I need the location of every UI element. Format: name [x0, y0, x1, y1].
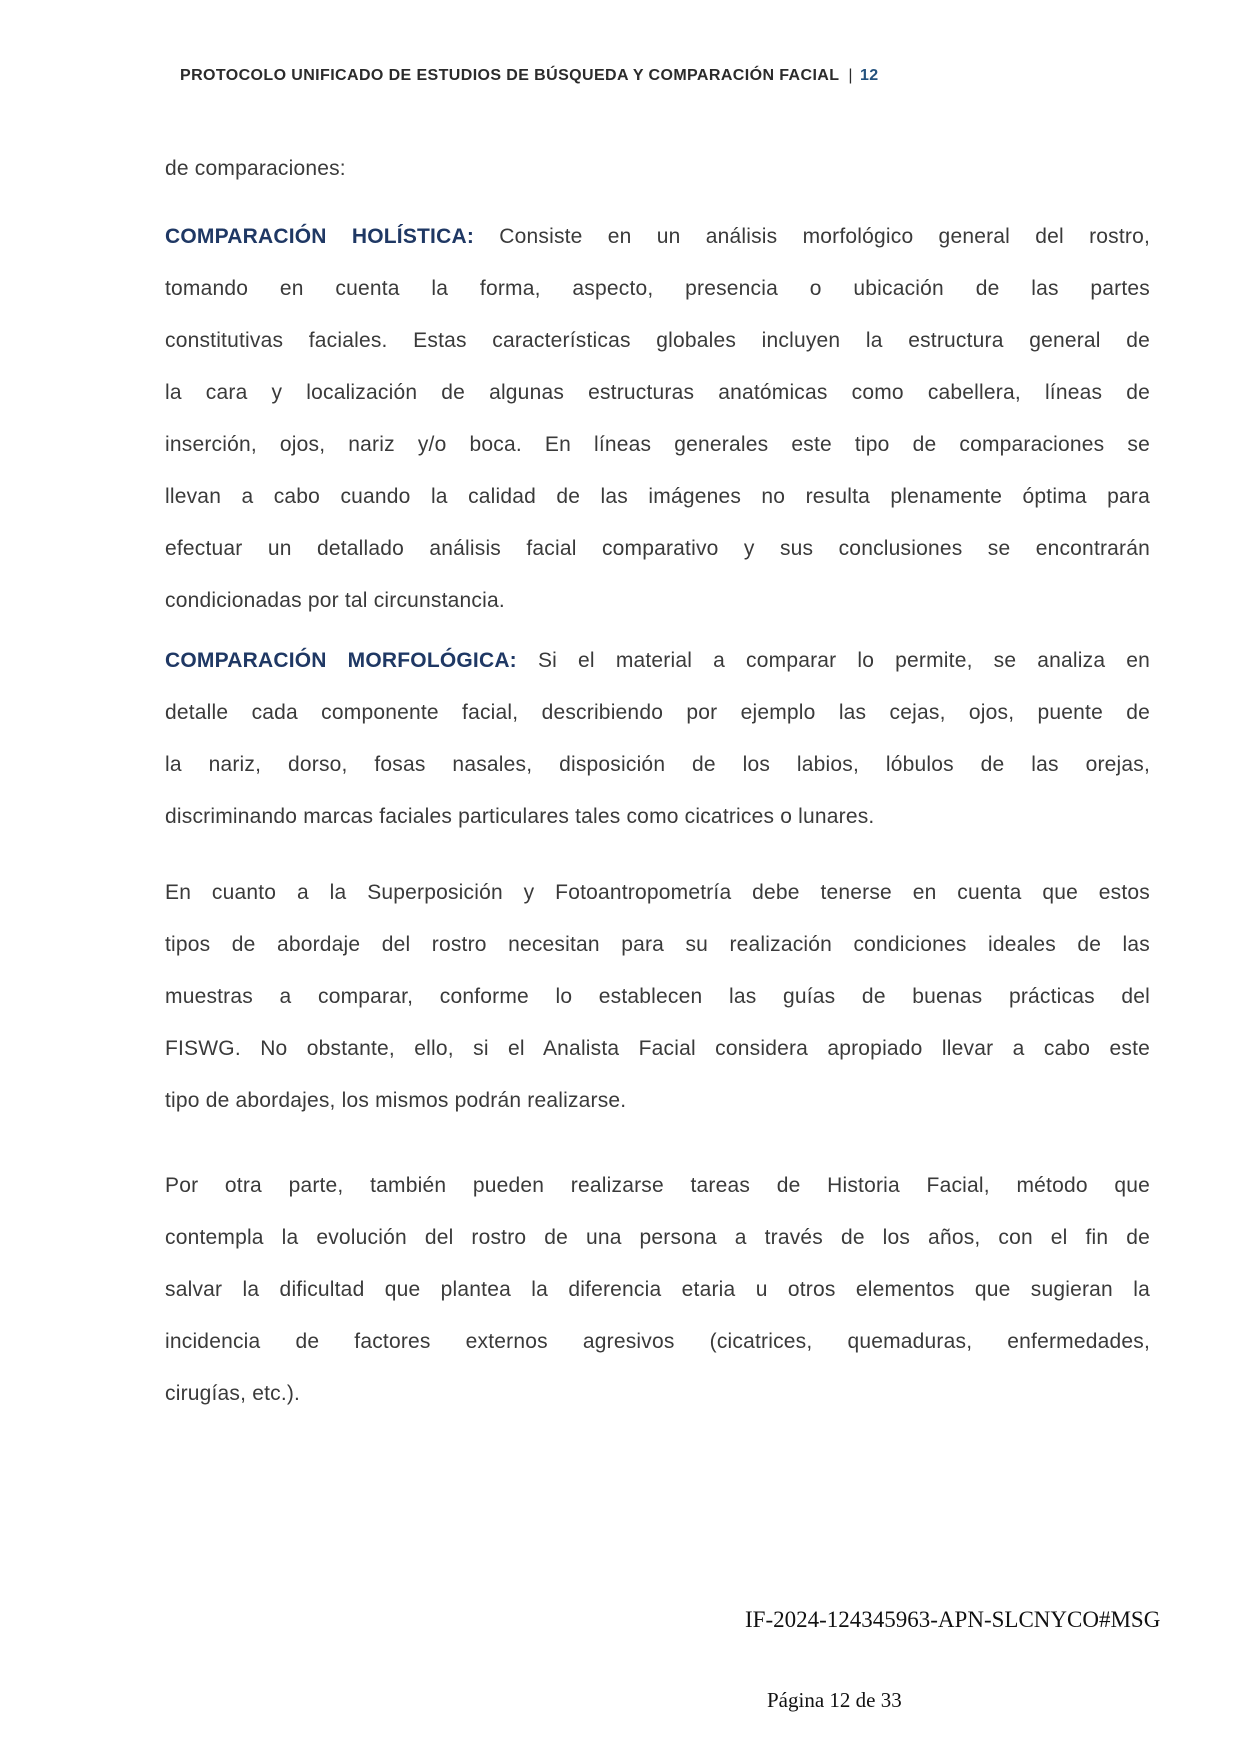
paragraph-comparacion-morfologica — [165, 635, 1150, 843]
text-line: contempla la evolución del rostro de una persona a través de los años, con el fin de — [165, 1226, 1150, 1249]
text-line: condicionadas por tal circunstancia. — [165, 589, 505, 612]
section-lead-morfologica: COMPARACIÓN MORFOLÓGICA: — [165, 649, 517, 672]
text-line: la cara y localización de algunas estructuras anatómicas como cabellera, líneas de — [165, 381, 1150, 404]
header-title: PROTOCOLO UNIFICADO DE ESTUDIOS DE BÚSQUEDA Y COMPARACIÓN FACIAL — [180, 67, 840, 84]
paragraph-superposicion-fotoantropometria — [165, 867, 1150, 1127]
text-line: Por otra parte, también pueden realizarse tareas de Historia Facial, método que — [165, 1174, 1150, 1197]
document-body — [165, 143, 1150, 1420]
text-line: llevan a cabo cuando la calidad de las imágenes no resulta plenamente óptima para — [165, 485, 1150, 508]
text-line: tomando en cuenta la forma, aspecto, presencia o ubicación de las partes — [165, 277, 1150, 300]
text-line: la nariz, dorso, fosas nasales, disposición de los labios, lóbulos de las orejas, — [165, 753, 1150, 776]
text-line: muestras a comparar, conforme lo establecen las guías de buenas prácticas del — [165, 985, 1150, 1008]
page-indicator: Página 12 de 33 — [767, 1688, 902, 1712]
text-line: FISWG. No obstante, ello, si el Analista Facial considera apropiado llevar a cabo este — [165, 1037, 1150, 1060]
text-line: tipos de abordaje del rostro necesitan para su realización condiciones ideales de las — [165, 933, 1150, 956]
text-line: efectuar un detallado análisis facial comparativo y sus conclusiones se encontrarán — [165, 537, 1150, 560]
intro-line: de comparaciones: — [165, 157, 346, 180]
text-line: salvar la dificultad que plantea la diferencia etaria u otros elementos que sugieran la — [165, 1278, 1150, 1301]
section-lead-holistica: COMPARACIÓN HOLÍSTICA: — [165, 225, 475, 248]
text-line: tipo de abordajes, los mismos podrán realizarse. — [165, 1089, 627, 1112]
text-line: incidencia de factores externos agresivos (cicatrices, quemaduras, enfermedades, — [165, 1330, 1150, 1353]
text-line — [165, 635, 1150, 687]
paragraph-historia-facial — [165, 1160, 1150, 1420]
header-page-number: 12 — [859, 67, 879, 84]
text-line: cirugías, etc.). — [165, 1382, 301, 1405]
text-line: constitutivas faciales. Estas características globales incluyen la estructura general de — [165, 329, 1150, 352]
text-line: detalle cada componente facial, describiendo por ejemplo las cejas, ojos, puente de — [165, 701, 1150, 724]
text-line: En cuanto a la Superposición y Fotoantropometría debe tenerse en cuenta que estos — [165, 881, 1150, 904]
text-run: Consiste en un análisis morfológico general del rostro, — [499, 225, 1150, 248]
text-line — [165, 211, 1150, 263]
paragraph-comparacion-holistica — [165, 211, 1150, 627]
text-line: inserción, ojos, nariz y/o boca. En líneas generales este tipo de comparaciones se — [165, 433, 1150, 456]
header-separator: | — [848, 67, 853, 84]
gde-reference-number: IF-2024-124345963-APN-SLCNYCO#MSG — [745, 1607, 1161, 1632]
page-header — [180, 68, 879, 84]
text-line: discriminando marcas faciales particulares tales como cicatrices o lunares. — [165, 805, 875, 828]
text-run: Si el material a comparar lo permite, se analiza en — [537, 649, 1150, 672]
